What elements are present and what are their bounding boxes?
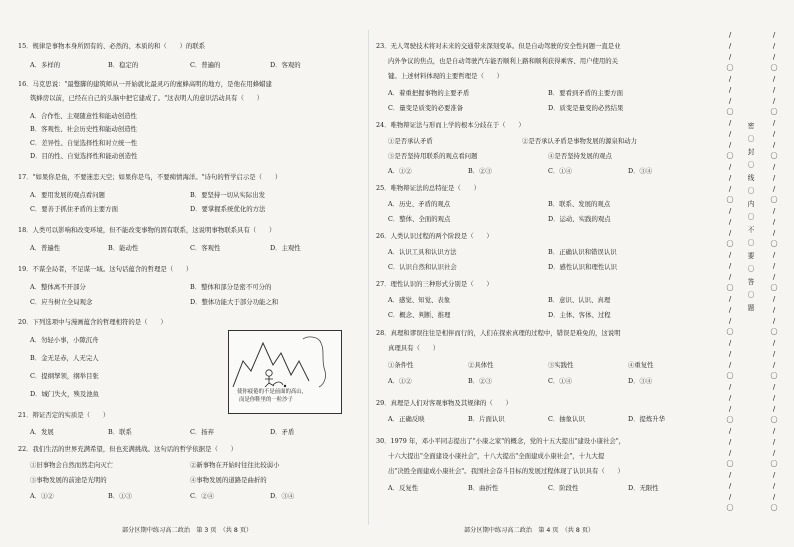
margin-mark: / (772, 361, 776, 369)
margin-mark: / (728, 449, 732, 457)
option-28a: A．①② (388, 377, 412, 385)
question-15: 15．规律是事物本身所固有的、必然的、本质的和（ ）的联系 (18, 42, 206, 50)
margin-mark: / (772, 86, 776, 94)
statement-28-3: ③实践性 (548, 361, 574, 369)
statement-22-3: ③事物发展的前途是光明的 (30, 476, 107, 484)
option-23c: C．量变是质变的必要准备 (388, 104, 464, 112)
option-22b: B．①③ (108, 492, 132, 500)
slash-column-right (770, 30, 778, 514)
seal-line-circle: 〇 (747, 213, 755, 221)
option-27a: A．感觉、知觉、表象 (388, 296, 451, 304)
margin-mark: 〇 (770, 284, 778, 292)
margin-mark: / (772, 130, 776, 138)
seal-line-column (746, 120, 756, 315)
question-26: 26．人类认识过程的两个阶段是（ ） (376, 232, 493, 240)
margin-mark: 〇 (770, 108, 778, 116)
option-18c: C．客观性 (190, 244, 221, 252)
margin-mark: / (728, 427, 732, 435)
seal-line-char: 线 (747, 174, 755, 182)
option-29c: C．抽象认识 (548, 415, 585, 423)
margin-mark: 〇 (726, 504, 734, 512)
option-20a: A．勿轻小事，小隙沉舟 (30, 336, 99, 344)
margin-mark: / (728, 317, 732, 325)
option-21a: A．发展 (30, 428, 54, 436)
option-24b: B．②③ (468, 167, 492, 175)
margin-mark: / (728, 75, 732, 83)
margin-mark: 〇 (770, 416, 778, 424)
option-27b: B．意识、认识、真理 (548, 296, 611, 304)
option-26c: C．认识自然和认识社会 (388, 263, 457, 271)
margin-mark: / (772, 405, 776, 413)
option-27d: D．主体、客体、过程 (548, 311, 611, 319)
seal-line-char: 要 (747, 252, 755, 260)
page-divider (368, 30, 369, 525)
option-16a: A．合作性、主观随意性和能动创造性 (30, 112, 137, 120)
option-20c: C．提纲挈领，纲举目张 (30, 372, 99, 380)
seal-line-char: 不 (747, 226, 755, 234)
margin-mark: / (728, 339, 732, 347)
option-29d: D．提炼升华 (628, 415, 666, 423)
left-page (0, 0, 372, 547)
question-28: 28．真理和谬误往往是相伴而行的，人们在探索真理的过程中，错误是难免的，这说明 (376, 329, 621, 337)
margin-mark: / (728, 405, 732, 413)
option-26d: D．感性认识和理性认识 (548, 263, 618, 271)
statement-24-2: ②是否承认矛盾是事物发展的源泉和动力 (522, 137, 638, 145)
option-22d: D．③④ (270, 492, 295, 500)
margin-mark: 〇 (726, 240, 734, 248)
seal-line-char: 题 (747, 304, 755, 312)
question-29: 29．真理是人们对客观事物及其规律的（ ） (376, 399, 512, 407)
margin-mark: / (772, 163, 776, 171)
margin-mark: / (772, 185, 776, 193)
statement-22-2: ②新事物在开始时往往比较弱小 (190, 461, 280, 469)
margin-mark: / (728, 53, 732, 61)
question-16-line2: 筑蜂房以前，已经在自己的头脑中把它建成了。"这表明人的意识活动具有（ ） (30, 94, 264, 102)
statement-28-4: ④重复性 (628, 361, 654, 369)
option-18a: A．普遍性 (30, 244, 61, 252)
option-23d: D．质变是量变的必然结果 (548, 104, 624, 112)
margin-mark: / (728, 130, 732, 138)
option-18b: B．能动性 (108, 244, 139, 252)
question-16: 16．马克思说："最蹩脚的建筑师从一开始就比最灵巧的蜜蜂高明的地方，是他在用蜂蜡建 (18, 80, 272, 88)
option-16c: C．差异性、自觉选择性和对立统一性 (30, 139, 138, 147)
option-19b: B．整体和部分是密不可分的 (190, 283, 272, 291)
margin-mark: / (772, 339, 776, 347)
page-footer-right: 部分区期中练习高二政治 第 4 页 （共 8 页） (464, 527, 595, 534)
option-20b: B．金无足赤，人无完人 (30, 354, 99, 362)
margin-mark: 〇 (726, 416, 734, 424)
option-15c: C．普遍的 (190, 61, 221, 69)
option-20d: D．城门失火，殃及池鱼 (30, 390, 100, 398)
margin-mark: 〇 (770, 152, 778, 160)
margin-mark: / (772, 471, 776, 479)
margin-mark: 〇 (726, 460, 734, 468)
option-28c: C．①④ (548, 377, 573, 385)
margin-mark: / (772, 53, 776, 61)
margin-mark: / (772, 438, 776, 446)
margin-mark: / (772, 394, 776, 402)
option-24a: A．①② (388, 167, 412, 175)
cartoon-caption-2: 而是你鞋里的一粒沙子 (239, 397, 293, 403)
option-19d: D．整体功能大于部分功能之和 (190, 298, 279, 306)
question-24: 24．唯物辩证法与形而上学的根本分歧在于（ ） (376, 121, 525, 129)
margin-mark: 〇 (726, 196, 734, 204)
option-22c: C．②④ (190, 492, 215, 500)
seal-line-circle: 〇 (747, 239, 755, 247)
option-16d: D．目的性、自觉选择性和能动创造性 (30, 152, 138, 160)
margin-mark: / (728, 493, 732, 501)
margin-mark: / (772, 218, 776, 226)
margin-mark: / (728, 141, 732, 149)
option-25d: D．运动、实践的观点 (548, 215, 611, 223)
margin-mark: / (728, 163, 732, 171)
margin-mark: / (772, 427, 776, 435)
margin-mark: / (772, 493, 776, 501)
margin-mark: / (728, 482, 732, 490)
margin-mark: / (728, 185, 732, 193)
option-21c: C．扬弃 (190, 428, 215, 436)
margin-mark: / (772, 141, 776, 149)
margin-mark: / (772, 31, 776, 39)
margin-mark: / (772, 97, 776, 105)
margin-mark: 〇 (726, 108, 734, 116)
cartoon-caption-1: 使你疲倦的不是前面的高山， (237, 389, 308, 395)
question-30-line2: 十六大提出"全面建设小康社会"，十八大提出"全面建成小康社会"，十九大提 (388, 452, 605, 460)
margin-mark: / (728, 394, 732, 402)
margin-mark: / (772, 119, 776, 127)
question-19: 19．不谋全局者，不足谋一域。这句话蕴含的哲理是（ ） (18, 265, 193, 273)
margin-mark: / (772, 273, 776, 281)
seal-line-char: 封 (747, 148, 755, 156)
margin-mark: / (728, 295, 732, 303)
option-17c: C．要善于抓住矛盾的主要方面 (30, 205, 118, 213)
question-28-line2: 真理具有（ ） (388, 344, 440, 352)
margin-mark: / (728, 97, 732, 105)
margin-mark: 〇 (770, 372, 778, 380)
slash-column-left (726, 30, 734, 514)
seal-line-circle: 〇 (747, 265, 755, 273)
question-22: 22．我们生活的世界充满希望，但也充满挑战。这句话的哲学依据是（ ） (18, 445, 238, 453)
question-20: 20．下列选项中与漫画蕴含的哲理相符的是（ ） (18, 318, 167, 326)
option-24d: D．③④ (628, 167, 653, 175)
option-22a: A．①② (30, 492, 54, 500)
margin-mark: / (772, 207, 776, 215)
option-30d: D．无限性 (628, 484, 659, 492)
option-23b: B．要看到矛盾的主要方面 (548, 89, 623, 97)
option-17a: A．要用发展的观点看问题 (30, 191, 105, 199)
option-30c: C．阶段性 (548, 484, 579, 492)
option-15a: A．多样的 (30, 61, 61, 69)
option-27c: C．概念、判断、推理 (388, 311, 451, 319)
margin-mark: 〇 (770, 240, 778, 248)
question-17: 17．"如果你是鱼，不要迷恋天空；如果你是鸟，不要痴情海洋。"诗句的哲学启示是（ ） (18, 173, 282, 181)
option-15b: B．稳定的 (108, 61, 139, 69)
statement-22-1: ①旧事物会自然而然走向灭亡 (30, 461, 114, 469)
margin-mark: / (772, 262, 776, 270)
option-24c: C．①④ (548, 167, 573, 175)
option-15d: D．客观的 (270, 61, 301, 69)
margin-mark: / (728, 251, 732, 259)
option-25c: C．整体、全面的观点 (388, 215, 451, 223)
seal-line-circle: 〇 (747, 291, 755, 299)
option-30b: B．曲折性 (468, 484, 499, 492)
question-21: 21．辩证否定的实质是（ ） (18, 411, 110, 419)
margin-mark: / (728, 119, 732, 127)
statement-24-3: ③是否坚持用联系的观点看问题 (388, 152, 478, 160)
question-30: 30．1979 年，邓小平同志提出了"小康之家"的概念，党的十五大提出"建设小康社会"， (376, 437, 626, 445)
margin-mark: / (772, 449, 776, 457)
option-26a: A．认识工具和认识方法 (388, 248, 457, 256)
margin-mark: / (772, 482, 776, 490)
margin-mark: 〇 (726, 284, 734, 292)
margin-mark: / (772, 306, 776, 314)
margin-mark: / (728, 273, 732, 281)
margin-mark: / (728, 207, 732, 215)
margin-mark: / (728, 31, 732, 39)
option-17b: B．要坚持一切从实际出发 (190, 191, 265, 199)
margin-mark: 〇 (726, 152, 734, 160)
margin-mark: / (728, 383, 732, 391)
margin-mark: / (772, 174, 776, 182)
margin-mark: / (772, 75, 776, 83)
statement-28-1: ①条件性 (388, 361, 414, 369)
margin-mark: / (728, 306, 732, 314)
option-21d: D．矛盾 (270, 428, 295, 436)
option-28b: B．②③ (468, 377, 492, 385)
statement-28-2: ②具体性 (468, 361, 494, 369)
binding-margin (702, 0, 794, 547)
margin-mark: / (772, 295, 776, 303)
option-26b: B．正确认识和错误认识 (548, 248, 617, 256)
option-18d: D．主观性 (270, 244, 301, 252)
question-23: 23．无人驾驶技术将对未来的交通带来深刻变革。但是自动驾驶的安全性问题一直是业 (376, 42, 621, 50)
cartoon-illustration (228, 330, 342, 414)
option-19a: A．整体离不开部分 (30, 283, 86, 291)
margin-mark: 〇 (726, 64, 734, 72)
question-18: 18．人类可以影响和改变环境，但不能改变事物的固有联系，这说明事物联系具有（ ） (18, 226, 276, 234)
statement-24-1: ①是否承认矛盾 (388, 137, 433, 145)
margin-mark: / (728, 174, 732, 182)
margin-mark: / (728, 471, 732, 479)
margin-mark: / (772, 350, 776, 358)
margin-mark: / (728, 42, 732, 50)
option-23a: A．着重把握事物的主要矛盾 (388, 89, 470, 97)
margin-mark: / (728, 350, 732, 358)
option-17d: D．要掌握系统优化的方法 (190, 205, 266, 213)
margin-mark: / (772, 229, 776, 237)
question-25: 25．唯物辩证法的总特征是（ ） (376, 184, 480, 192)
question-27: 27．理性认识的三种形式分别是（ ） (376, 280, 493, 288)
option-25b: B．联系、发展的观点 (548, 200, 611, 208)
option-30a: A．反复性 (388, 484, 419, 492)
margin-mark: / (728, 438, 732, 446)
option-29b: B．片面认识 (468, 415, 505, 423)
margin-mark: 〇 (726, 328, 734, 336)
question-23-line2: 内外争议的焦点，也是自动驾驶汽车能否顺利上路和顺利获得乘客、用户使用的关 (388, 57, 619, 65)
seal-line-char: 密 (747, 122, 755, 130)
margin-mark: 〇 (770, 328, 778, 336)
seal-line-circle: 〇 (747, 135, 755, 143)
margin-mark: 〇 (770, 64, 778, 72)
margin-mark: 〇 (770, 504, 778, 512)
margin-mark: / (728, 218, 732, 226)
right-page (372, 0, 702, 547)
margin-mark: / (772, 42, 776, 50)
margin-mark: / (728, 229, 732, 237)
seal-line-char: 内 (747, 200, 755, 208)
option-25a: A．历史、矛盾的观点 (388, 200, 451, 208)
option-29a: A．正确反映 (388, 415, 425, 423)
margin-mark: 〇 (726, 372, 734, 380)
margin-mark: / (728, 262, 732, 270)
option-28d: D．③④ (628, 377, 653, 385)
seal-line-char: 答 (747, 278, 755, 286)
seal-line-circle: 〇 (747, 161, 755, 169)
margin-mark: / (772, 383, 776, 391)
margin-mark: / (728, 361, 732, 369)
question-30-line3: 出"决胜全面建成小康社会"。我国社会奋斗目标的发展过程体现了认识具有（ ） (388, 467, 624, 475)
option-19c: C．应当树立全局观念 (30, 298, 93, 306)
statement-22-4: ④事物发展的道路是曲折的 (190, 476, 267, 484)
margin-mark: / (772, 251, 776, 259)
margin-mark: 〇 (770, 460, 778, 468)
margin-mark: 〇 (770, 196, 778, 204)
option-16b: B．客观性、社会历史性和能动创造性 (30, 125, 137, 133)
question-23-line3: 键。上述材料体现的主要哲理是（ ） (388, 72, 504, 80)
seal-line-circle: 〇 (747, 187, 755, 195)
statement-24-4: ④是否坚持发展的观点 (548, 152, 612, 160)
option-21b: B．联系 (108, 428, 132, 436)
page-footer-left: 部分区期中练习高二政治 第 3 页 （共 8 页） (122, 527, 253, 534)
margin-mark: / (728, 86, 732, 94)
margin-mark: / (772, 317, 776, 325)
